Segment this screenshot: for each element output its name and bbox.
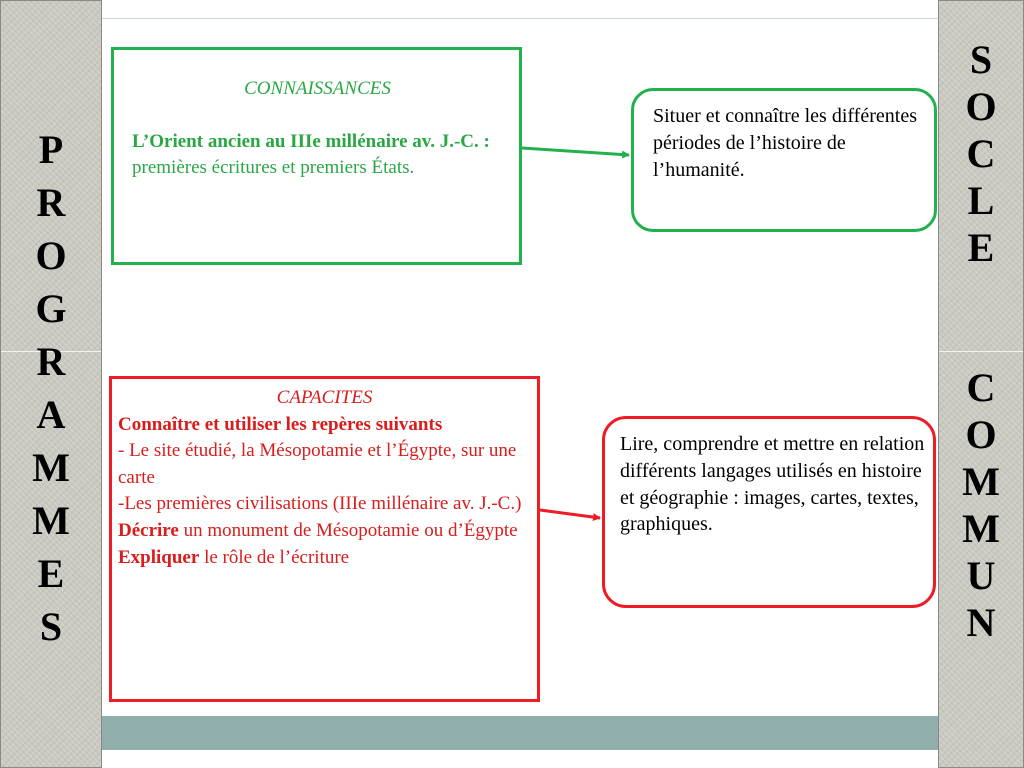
situer-box [631,88,937,232]
socle-letter: S [969,37,993,82]
commun-letter: U [966,553,996,598]
capacites-reperes: Connaître et utiliser les repères suivants [118,413,443,435]
capacites-line-site: - Le site étudié, la Mésopotamie et l’Égypte, sur une carte [118,440,517,488]
arrow-connaissances-to-situer [522,148,629,155]
programmes-letter: R [36,339,66,384]
lire-text: Lire, comprendre et mettre en relation différents langages utilisés en histoire et géographie : images, cartes, textes, graphiques. [620,433,925,536]
capacites-line-civilisations: -Les premières civilisations (IIIe millénaire av. J.-C.) [118,493,522,515]
footer-bar [102,716,938,750]
arrow-capacites-to-lire [540,510,600,518]
socle-vertical-label [938,37,1024,275]
commun-letter: O [965,412,997,457]
commun-vertical-label [938,365,1024,650]
programmes-letter: A [36,392,66,437]
programmes-vertical-label [0,127,102,660]
decrire-verb: Décrire [118,519,179,541]
decrire-rest: un monument de Mésopotamie ou d’Égypte [178,519,518,541]
connaissances-heading: CONNAISSANCES [244,78,391,99]
connaissances-box [111,47,522,265]
socle-letter: L [967,178,995,223]
capacites-heading: CAPACITES [276,387,373,408]
situer-text: Situer et connaître les différentes périodes de l’histoire de l’humanité. [653,105,917,181]
programmes-letter: O [35,233,67,278]
expliquer-rest: le rôle de l’écriture [199,546,350,568]
capacites-line-expliquer [118,545,531,572]
capacites-line-decrire [118,518,531,545]
connaissances-topic-rest: premières écritures et premiers États. [132,157,415,179]
connaissances-topic-bold: L’Orient ancien au IIIe millénaire av. J.-C. : [132,130,490,152]
socle-letter: O [965,84,997,129]
commun-letter: C [966,365,996,410]
programmes-letter: R [36,180,66,225]
commun-letter: M [962,459,1000,504]
expliquer-verb: Expliquer [118,546,200,568]
programmes-letter: P [38,127,64,172]
programmes-letter: G [35,286,67,331]
programmes-letter: M [32,498,70,543]
top-divider [102,18,938,19]
commun-letter: M [962,506,1000,551]
programmes-letter: E [37,551,65,596]
commun-letter: N [966,600,996,645]
programmes-letter: S [39,604,63,649]
socle-letter: E [967,225,995,270]
capacites-box [109,376,540,702]
connaissances-topic [132,129,503,182]
lire-box [602,416,936,608]
socle-letter: C [966,131,996,176]
programmes-letter: M [32,445,70,490]
